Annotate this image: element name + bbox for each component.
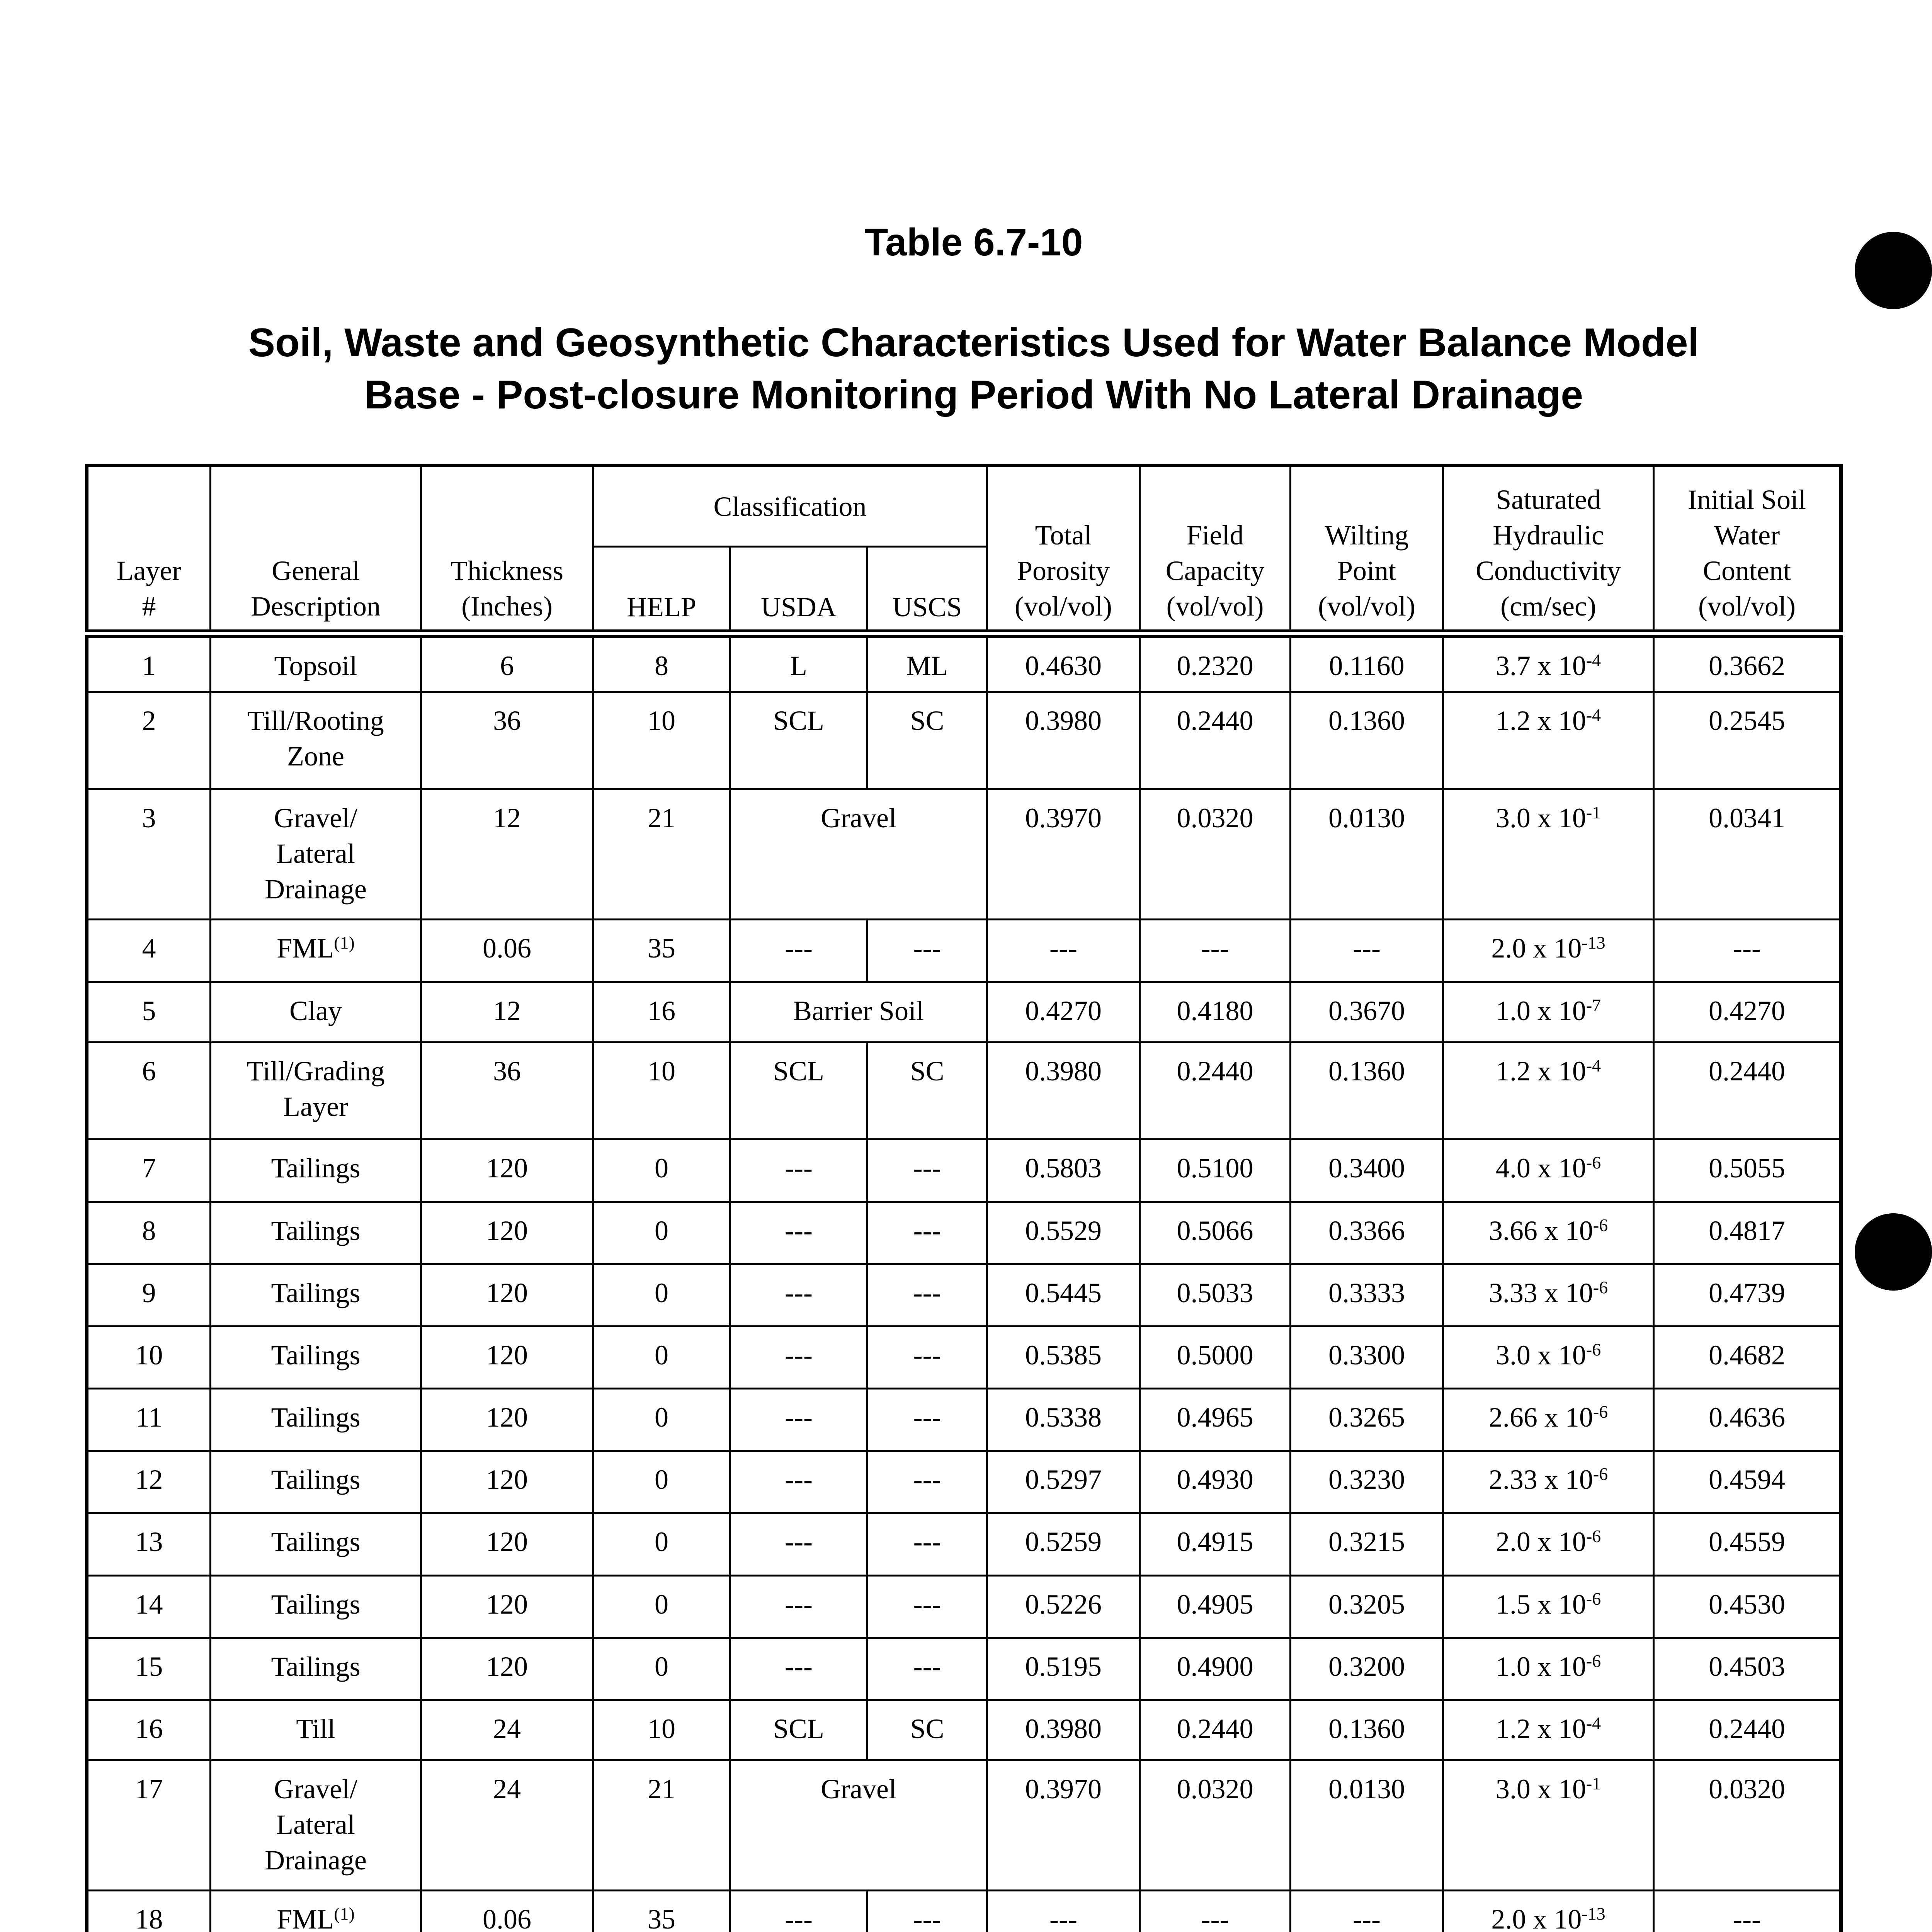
cell-layer: 11 — [87, 1389, 211, 1451]
table-row — [87, 1700, 1841, 1760]
cell-uscs: SC — [867, 692, 987, 789]
cell-help: 10 — [593, 1700, 730, 1760]
table-row — [87, 1389, 1841, 1451]
cell-description — [211, 1638, 421, 1700]
conductivity-base: 3.66 x 10 — [1488, 1215, 1593, 1246]
footnote-ref: (1) — [334, 1904, 355, 1924]
description-line: Till — [296, 1713, 335, 1744]
cell-field-capacity: 0.4930 — [1140, 1451, 1291, 1513]
cell-wilting-point: 0.3215 — [1291, 1513, 1443, 1575]
cell-usda: L — [730, 634, 867, 692]
description-line: Lateral — [276, 838, 355, 869]
cell-initial-water: 0.4817 — [1654, 1202, 1841, 1264]
cell-initial-water: 0.0320 — [1654, 1760, 1841, 1891]
cell-porosity: 0.5445 — [987, 1264, 1140, 1326]
cell-conductivity — [1443, 634, 1654, 692]
cell-thickness: 0.06 — [421, 1891, 593, 1932]
cell-classification: Gravel — [730, 1760, 987, 1891]
cell-usda: SCL — [730, 692, 867, 789]
cell-layer: 10 — [87, 1326, 211, 1388]
cell-porosity: 0.3980 — [987, 1700, 1140, 1760]
cell-layer: 14 — [87, 1575, 211, 1638]
cell-uscs: --- — [867, 1638, 987, 1700]
cell-thickness: 120 — [421, 1513, 593, 1575]
header-thickness: Thickness (Inches) — [421, 466, 593, 634]
cell-thickness: 12 — [421, 789, 593, 919]
cell-description — [211, 1513, 421, 1575]
conductivity-exponent: -4 — [1586, 1055, 1601, 1075]
conductivity-exponent: -6 — [1586, 1339, 1601, 1359]
cell-field-capacity: 0.0320 — [1140, 789, 1291, 919]
cell-wilting-point: 0.3670 — [1291, 982, 1443, 1042]
description-line: Tailings — [271, 1215, 361, 1246]
conductivity-exponent: -7 — [1586, 995, 1601, 1015]
cell-initial-water: 0.4594 — [1654, 1451, 1841, 1513]
conductivity-base: 4.0 x 10 — [1495, 1153, 1586, 1184]
cell-classification: Barrier Soil — [730, 982, 987, 1042]
cell-uscs: --- — [867, 1326, 987, 1388]
header-initial-water: Initial Soil Water Content (vol/vol) — [1654, 466, 1841, 634]
cell-field-capacity: 0.4915 — [1140, 1513, 1291, 1575]
conductivity-base: 3.0 x 10 — [1495, 802, 1586, 833]
cell-usda: --- — [730, 1202, 867, 1264]
cell-uscs: --- — [867, 1389, 987, 1451]
table-title — [155, 317, 1793, 421]
characteristics-table — [85, 464, 1843, 1932]
cell-wilting-point: 0.3400 — [1291, 1139, 1443, 1202]
cell-conductivity — [1443, 1202, 1654, 1264]
header-layer: Layer # — [87, 466, 211, 634]
header-conductivity: Saturated Hydraulic Conductivity (cm/sec) — [1443, 466, 1654, 634]
conductivity-base: 2.0 x 10 — [1491, 1904, 1582, 1932]
cell-porosity: 0.4630 — [987, 634, 1140, 692]
cell-field-capacity: 0.5033 — [1140, 1264, 1291, 1326]
cell-wilting-point: 0.3333 — [1291, 1264, 1443, 1326]
cell-help: 21 — [593, 1760, 730, 1891]
cell-initial-water: 0.4682 — [1654, 1326, 1841, 1388]
cell-thickness: 12 — [421, 982, 593, 1042]
cell-help: 0 — [593, 1139, 730, 1202]
footnote-ref: (1) — [334, 933, 355, 953]
header-wilting-point: Wilting Point (vol/vol) — [1291, 466, 1443, 634]
cell-uscs: --- — [867, 1139, 987, 1202]
cell-help: 10 — [593, 692, 730, 789]
conductivity-base: 3.7 x 10 — [1495, 650, 1586, 681]
cell-conductivity — [1443, 1451, 1654, 1513]
cell-help: 8 — [593, 634, 730, 692]
cell-conductivity — [1443, 1326, 1654, 1388]
cell-usda: --- — [730, 1326, 867, 1388]
conductivity-base: 2.66 x 10 — [1488, 1402, 1593, 1433]
description-line: Drainage — [265, 873, 367, 905]
cell-layer: 7 — [87, 1139, 211, 1202]
cell-description — [211, 1389, 421, 1451]
cell-help: 21 — [593, 789, 730, 919]
cell-thickness: 120 — [421, 1139, 593, 1202]
cell-description — [211, 1326, 421, 1388]
cell-layer: 2 — [87, 692, 211, 789]
cell-uscs: --- — [867, 1575, 987, 1638]
cell-help: 10 — [593, 1042, 730, 1139]
cell-help: 0 — [593, 1575, 730, 1638]
table-row — [87, 1264, 1841, 1326]
cell-layer: 3 — [87, 789, 211, 919]
cell-layer: 16 — [87, 1700, 211, 1760]
cell-description — [211, 1575, 421, 1638]
conductivity-exponent: -6 — [1586, 1651, 1601, 1671]
conductivity-exponent: -6 — [1593, 1215, 1608, 1235]
cell-wilting-point: --- — [1291, 1891, 1443, 1932]
cell-description — [211, 634, 421, 692]
header-uscs: USCS — [867, 547, 987, 634]
cell-conductivity — [1443, 692, 1654, 789]
cell-uscs: --- — [867, 1202, 987, 1264]
cell-initial-water: 0.4270 — [1654, 982, 1841, 1042]
cell-usda: --- — [730, 1513, 867, 1575]
cell-initial-water: 0.0341 — [1654, 789, 1841, 919]
cell-uscs: SC — [867, 1700, 987, 1760]
cell-porosity: 0.4270 — [987, 982, 1140, 1042]
conductivity-base: 1.5 x 10 — [1495, 1588, 1586, 1620]
cell-field-capacity: 0.2440 — [1140, 1042, 1291, 1139]
cell-porosity: 0.5529 — [987, 1202, 1140, 1264]
table-row — [87, 1451, 1841, 1513]
title-line-1: Soil, Waste and Geosynthetic Characteristics Used for Water Balance Model — [248, 320, 1699, 365]
cell-usda: SCL — [730, 1700, 867, 1760]
conductivity-base: 2.0 x 10 — [1491, 933, 1582, 964]
conductivity-base: 2.33 x 10 — [1488, 1464, 1593, 1495]
cell-uscs: --- — [867, 1513, 987, 1575]
cell-initial-water: --- — [1654, 1891, 1841, 1932]
cell-help: 0 — [593, 1451, 730, 1513]
cell-description — [211, 692, 421, 789]
punch-hole-top — [1855, 232, 1932, 309]
cell-description — [211, 982, 421, 1042]
description-line: Gravel/ — [274, 1774, 357, 1805]
conductivity-base: 3.0 x 10 — [1495, 1339, 1586, 1371]
description-line: Lateral — [276, 1809, 355, 1840]
cell-wilting-point: 0.3300 — [1291, 1326, 1443, 1388]
table-number: Table 6.7-10 — [864, 221, 1083, 264]
cell-usda: --- — [730, 1139, 867, 1202]
header-help: HELP — [593, 547, 730, 634]
cell-layer: 9 — [87, 1264, 211, 1326]
conductivity-base: 1.0 x 10 — [1495, 1651, 1586, 1682]
cell-initial-water: 0.4503 — [1654, 1638, 1841, 1700]
cell-description — [211, 789, 421, 919]
cell-porosity: 0.3970 — [987, 1760, 1140, 1891]
cell-conductivity — [1443, 1139, 1654, 1202]
table-row — [87, 789, 1841, 919]
cell-porosity: --- — [987, 1891, 1140, 1932]
table-row — [87, 920, 1841, 982]
cell-description — [211, 1700, 421, 1760]
cell-layer: 13 — [87, 1513, 211, 1575]
cell-thickness: 24 — [421, 1700, 593, 1760]
cell-thickness: 120 — [421, 1326, 593, 1388]
cell-initial-water: 0.2440 — [1654, 1042, 1841, 1139]
cell-initial-water: 0.4739 — [1654, 1264, 1841, 1326]
cell-uscs: ML — [867, 634, 987, 692]
conductivity-exponent: -6 — [1593, 1464, 1608, 1484]
conductivity-base: 2.0 x 10 — [1495, 1526, 1586, 1558]
cell-thickness: 120 — [421, 1264, 593, 1326]
cell-help: 35 — [593, 920, 730, 982]
cell-help: 0 — [593, 1326, 730, 1388]
cell-initial-water: 0.4559 — [1654, 1513, 1841, 1575]
cell-thickness: 120 — [421, 1451, 593, 1513]
cell-wilting-point: 0.3200 — [1291, 1638, 1443, 1700]
cell-wilting-point: 0.1160 — [1291, 634, 1443, 692]
cell-wilting-point: 0.3205 — [1291, 1575, 1443, 1638]
cell-field-capacity: 0.4180 — [1140, 982, 1291, 1042]
cell-help: 0 — [593, 1264, 730, 1326]
header-classification: Classification — [593, 466, 987, 547]
cell-field-capacity: --- — [1140, 920, 1291, 982]
cell-porosity: --- — [987, 920, 1140, 982]
cell-layer: 5 — [87, 982, 211, 1042]
header-description: General Description — [211, 466, 421, 634]
cell-wilting-point: 0.3265 — [1291, 1389, 1443, 1451]
table-row — [87, 1139, 1841, 1202]
description-line: Tailings — [271, 1153, 361, 1184]
cell-field-capacity: 0.4905 — [1140, 1575, 1291, 1638]
table-row — [87, 1575, 1841, 1638]
cell-conductivity — [1443, 1389, 1654, 1451]
conductivity-exponent: -1 — [1586, 1774, 1601, 1794]
cell-porosity: 0.5195 — [987, 1638, 1140, 1700]
conductivity-exponent: -6 — [1586, 1588, 1601, 1609]
cell-help: 16 — [593, 982, 730, 1042]
header-porosity: Total Porosity (vol/vol) — [987, 466, 1140, 634]
cell-porosity: 0.5803 — [987, 1139, 1140, 1202]
cell-porosity: 0.3980 — [987, 692, 1140, 789]
cell-wilting-point: 0.1360 — [1291, 1042, 1443, 1139]
cell-initial-water: --- — [1654, 920, 1841, 982]
cell-help: 0 — [593, 1202, 730, 1264]
cell-field-capacity: 0.4965 — [1140, 1389, 1291, 1451]
conductivity-base: 3.0 x 10 — [1495, 1774, 1586, 1805]
punch-hole-middle — [1855, 1213, 1932, 1291]
conductivity-base: 1.2 x 10 — [1495, 705, 1586, 736]
cell-layer: 1 — [87, 634, 211, 692]
cell-porosity: 0.3970 — [987, 789, 1140, 919]
cell-conductivity — [1443, 789, 1654, 919]
cell-porosity: 0.5226 — [987, 1575, 1140, 1638]
cell-initial-water: 0.5055 — [1654, 1139, 1841, 1202]
cell-conductivity — [1443, 1042, 1654, 1139]
conductivity-exponent: -6 — [1586, 1153, 1601, 1173]
conductivity-exponent: -4 — [1586, 705, 1601, 725]
cell-conductivity — [1443, 1760, 1654, 1891]
cell-wilting-point: 0.3366 — [1291, 1202, 1443, 1264]
cell-initial-water: 0.4530 — [1654, 1575, 1841, 1638]
header-field-capacity: Field Capacity (vol/vol) — [1140, 466, 1291, 634]
cell-help: 0 — [593, 1389, 730, 1451]
cell-field-capacity: 0.2440 — [1140, 1700, 1291, 1760]
cell-layer: 18 — [87, 1891, 211, 1932]
cell-conductivity — [1443, 1264, 1654, 1326]
cell-initial-water: 0.3662 — [1654, 634, 1841, 692]
cell-layer: 6 — [87, 1042, 211, 1139]
cell-wilting-point: 0.0130 — [1291, 789, 1443, 919]
cell-field-capacity: 0.5000 — [1140, 1326, 1291, 1388]
cell-thickness: 120 — [421, 1638, 593, 1700]
conductivity-exponent: -6 — [1593, 1277, 1608, 1297]
table-row — [87, 982, 1841, 1042]
table-row — [87, 692, 1841, 789]
cell-wilting-point: 0.1360 — [1291, 692, 1443, 789]
description-line: Tailings — [271, 1588, 361, 1620]
conductivity-exponent: -13 — [1582, 1904, 1605, 1924]
conductivity-exponent: -4 — [1586, 650, 1601, 670]
cell-thickness: 0.06 — [421, 920, 593, 982]
cell-conductivity — [1443, 1575, 1654, 1638]
cell-conductivity — [1443, 982, 1654, 1042]
cell-conductivity — [1443, 1700, 1654, 1760]
cell-usda: --- — [730, 920, 867, 982]
description-line: Layer — [283, 1091, 348, 1122]
cell-thickness: 36 — [421, 692, 593, 789]
cell-description — [211, 1202, 421, 1264]
cell-help: 0 — [593, 1513, 730, 1575]
table-row — [87, 1891, 1841, 1932]
description-line: FML$^{(1)}$ — [277, 1904, 355, 1932]
cell-thickness: 36 — [421, 1042, 593, 1139]
cell-description — [211, 920, 421, 982]
cell-uscs: --- — [867, 920, 987, 982]
cell-conductivity — [1443, 1638, 1654, 1700]
cell-wilting-point: 0.0130 — [1291, 1760, 1443, 1891]
table-body — [87, 634, 1841, 1932]
cell-field-capacity: 0.0320 — [1140, 1760, 1291, 1891]
cell-initial-water: 0.4636 — [1654, 1389, 1841, 1451]
cell-layer: 4 — [87, 920, 211, 982]
cell-layer: 8 — [87, 1202, 211, 1264]
cell-description — [211, 1042, 421, 1139]
cell-uscs: --- — [867, 1451, 987, 1513]
cell-wilting-point: 0.1360 — [1291, 1700, 1443, 1760]
cell-field-capacity: 0.5100 — [1140, 1139, 1291, 1202]
cell-initial-water: 0.2440 — [1654, 1700, 1841, 1760]
cell-description — [211, 1451, 421, 1513]
cell-description — [211, 1891, 421, 1932]
cell-usda: SCL — [730, 1042, 867, 1139]
conductivity-exponent: -1 — [1586, 802, 1601, 822]
cell-layer: 12 — [87, 1451, 211, 1513]
cell-thickness: 120 — [421, 1575, 593, 1638]
description-line: Tailings — [271, 1402, 361, 1433]
description-line: Till/Rooting — [247, 705, 384, 736]
description-line: Topsoil — [274, 650, 357, 681]
cell-field-capacity: 0.4900 — [1140, 1638, 1291, 1700]
conductivity-exponent: -13 — [1582, 933, 1605, 953]
cell-field-capacity: 0.2440 — [1140, 692, 1291, 789]
cell-field-capacity: 0.2320 — [1140, 634, 1291, 692]
cell-uscs: SC — [867, 1042, 987, 1139]
cell-porosity: 0.5385 — [987, 1326, 1140, 1388]
cell-usda: --- — [730, 1264, 867, 1326]
cell-thickness: 24 — [421, 1760, 593, 1891]
cell-porosity: 0.5297 — [987, 1451, 1140, 1513]
description-line: Drainage — [265, 1845, 367, 1876]
cell-description — [211, 1760, 421, 1891]
conductivity-exponent: -6 — [1586, 1526, 1601, 1546]
cell-wilting-point: 0.3230 — [1291, 1451, 1443, 1513]
cell-usda: --- — [730, 1638, 867, 1700]
conductivity-base: 1.2 x 10 — [1495, 1055, 1586, 1087]
description-line: Tailings — [271, 1526, 361, 1558]
table-row — [87, 1202, 1841, 1264]
cell-porosity: 0.5338 — [987, 1389, 1140, 1451]
cell-conductivity — [1443, 1513, 1654, 1575]
description-line: FML$^{(1)}$ — [277, 933, 355, 964]
cell-description — [211, 1139, 421, 1202]
cell-usda: --- — [730, 1575, 867, 1638]
cell-help: 35 — [593, 1891, 730, 1932]
cell-classification: Gravel — [730, 789, 987, 919]
conductivity-base: 1.0 x 10 — [1495, 995, 1586, 1026]
cell-layer: 15 — [87, 1638, 211, 1700]
cell-help: 0 — [593, 1638, 730, 1700]
cell-uscs: --- — [867, 1891, 987, 1932]
cell-uscs: --- — [867, 1264, 987, 1326]
conductivity-exponent: -4 — [1586, 1713, 1601, 1733]
cell-conductivity — [1443, 1891, 1654, 1932]
cell-layer: 17 — [87, 1760, 211, 1891]
description-line: Tailings — [271, 1651, 361, 1682]
conductivity-base: 1.2 x 10 — [1495, 1713, 1586, 1744]
conductivity-exponent: -6 — [1593, 1402, 1608, 1422]
cell-thickness: 120 — [421, 1389, 593, 1451]
table-row — [87, 1042, 1841, 1139]
description-line: Gravel/ — [274, 802, 357, 833]
cell-wilting-point: --- — [1291, 920, 1443, 982]
cell-thickness: 120 — [421, 1202, 593, 1264]
description-line: Till/Grading — [247, 1055, 385, 1087]
cell-usda: --- — [730, 1891, 867, 1932]
cell-field-capacity: --- — [1140, 1891, 1291, 1932]
description-line: Clay — [289, 995, 342, 1026]
cell-conductivity — [1443, 920, 1654, 982]
cell-usda: --- — [730, 1389, 867, 1451]
table-row — [87, 634, 1841, 692]
description-line: Tailings — [271, 1277, 361, 1308]
cell-porosity: 0.3980 — [987, 1042, 1140, 1139]
conductivity-base: 3.33 x 10 — [1488, 1277, 1593, 1308]
table-row — [87, 1326, 1841, 1388]
title-line-2: Base - Post-closure Monitoring Period With No Lateral Drainage — [364, 372, 1583, 417]
table-row — [87, 1513, 1841, 1575]
cell-usda: --- — [730, 1451, 867, 1513]
description-line: Tailings — [271, 1464, 361, 1495]
cell-initial-water: 0.2545 — [1654, 692, 1841, 789]
cell-thickness: 6 — [421, 634, 593, 692]
table-row — [87, 1638, 1841, 1700]
description-line: Zone — [287, 741, 344, 772]
table-row — [87, 1760, 1841, 1891]
header-usda: USDA — [730, 547, 867, 634]
cell-description — [211, 1264, 421, 1326]
cell-porosity: 0.5259 — [987, 1513, 1140, 1575]
description-line: Tailings — [271, 1339, 361, 1371]
cell-field-capacity: 0.5066 — [1140, 1202, 1291, 1264]
